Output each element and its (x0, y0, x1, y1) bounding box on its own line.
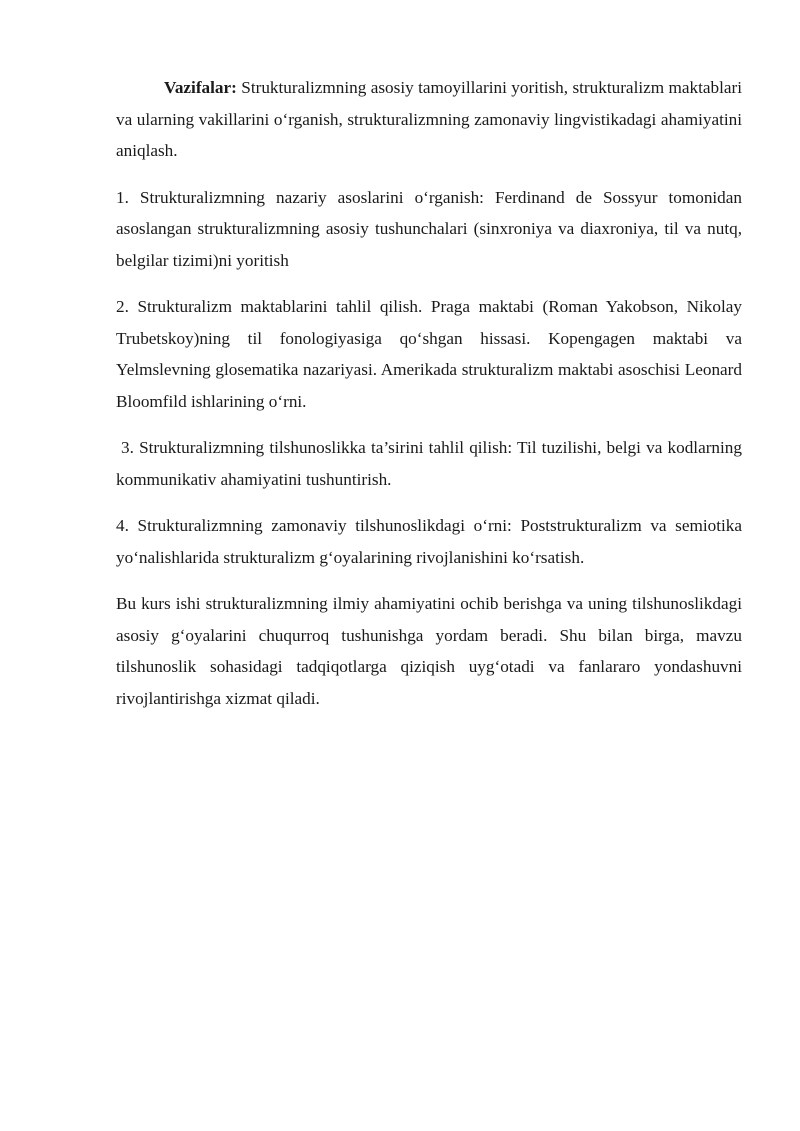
task-item-4: 4. Strukturalizmning zamonaviy tilshunoslikdagi o‘rni: Poststrukturalizm va semiotika yo‘nalishlarida strukturalizm g‘oyalarining rivojlanishini ko‘rsatish. (116, 516, 742, 567)
document-body (116, 72, 742, 729)
tasks-paragraph (116, 72, 742, 167)
task-item-1: 1. Strukturalizmning nazariy asoslarini o‘rganish: Ferdinand de Sossyur tomonidan asoslangan strukturalizmning asosiy tushunchalari (sinxroniya va diaxroniya, til va nutq, belgilar tizimi)ni yoritish (116, 187, 742, 270)
tasks-label: Vazifalar: (164, 78, 237, 97)
tasks-text: Strukturalizmning asosiy tamoyillarini yoritish, strukturalizm maktablari va ularning vakillarini o‘rganish, strukturalizmning zamonaviy lingvistikadagi ahamiyatini aniqlash. (116, 78, 742, 160)
task-item-3: 3. Strukturalizmning tilshunoslikka ta’sirini tahlil qilish: Til tuzilishi, belgi va kodlarning kommunikativ ahamiyatini tushuntirish. (116, 438, 742, 489)
conclusion-paragraph: Bu kurs ishi strukturalizmning ilmiy ahamiyatini ochib berishga va uning tilshunoslikdagi asosiy g‘oyalarini chuqurroq tushunishga yordam beradi. Shu bilan birga, mavzu tilshunoslik sohasidagi tadqiqotlarga qiziqish uyg‘otadi va fanlararo yondashuvni rivojlantirishga xizmat qiladi. (116, 594, 742, 708)
task-item-2: 2. Strukturalizm maktablarini tahlil qilish. Praga maktabi (Roman Yakobson, Nikolay Trubetskoy)ning til fonologiyasiga qo‘shgan hissasi. Kopengagen maktabi va Yelmslevning glosematika nazariyasi. Amerikada strukturalizm maktabi asoschisi Leonard Bloomfild ishlarining o‘rni. (116, 297, 742, 411)
